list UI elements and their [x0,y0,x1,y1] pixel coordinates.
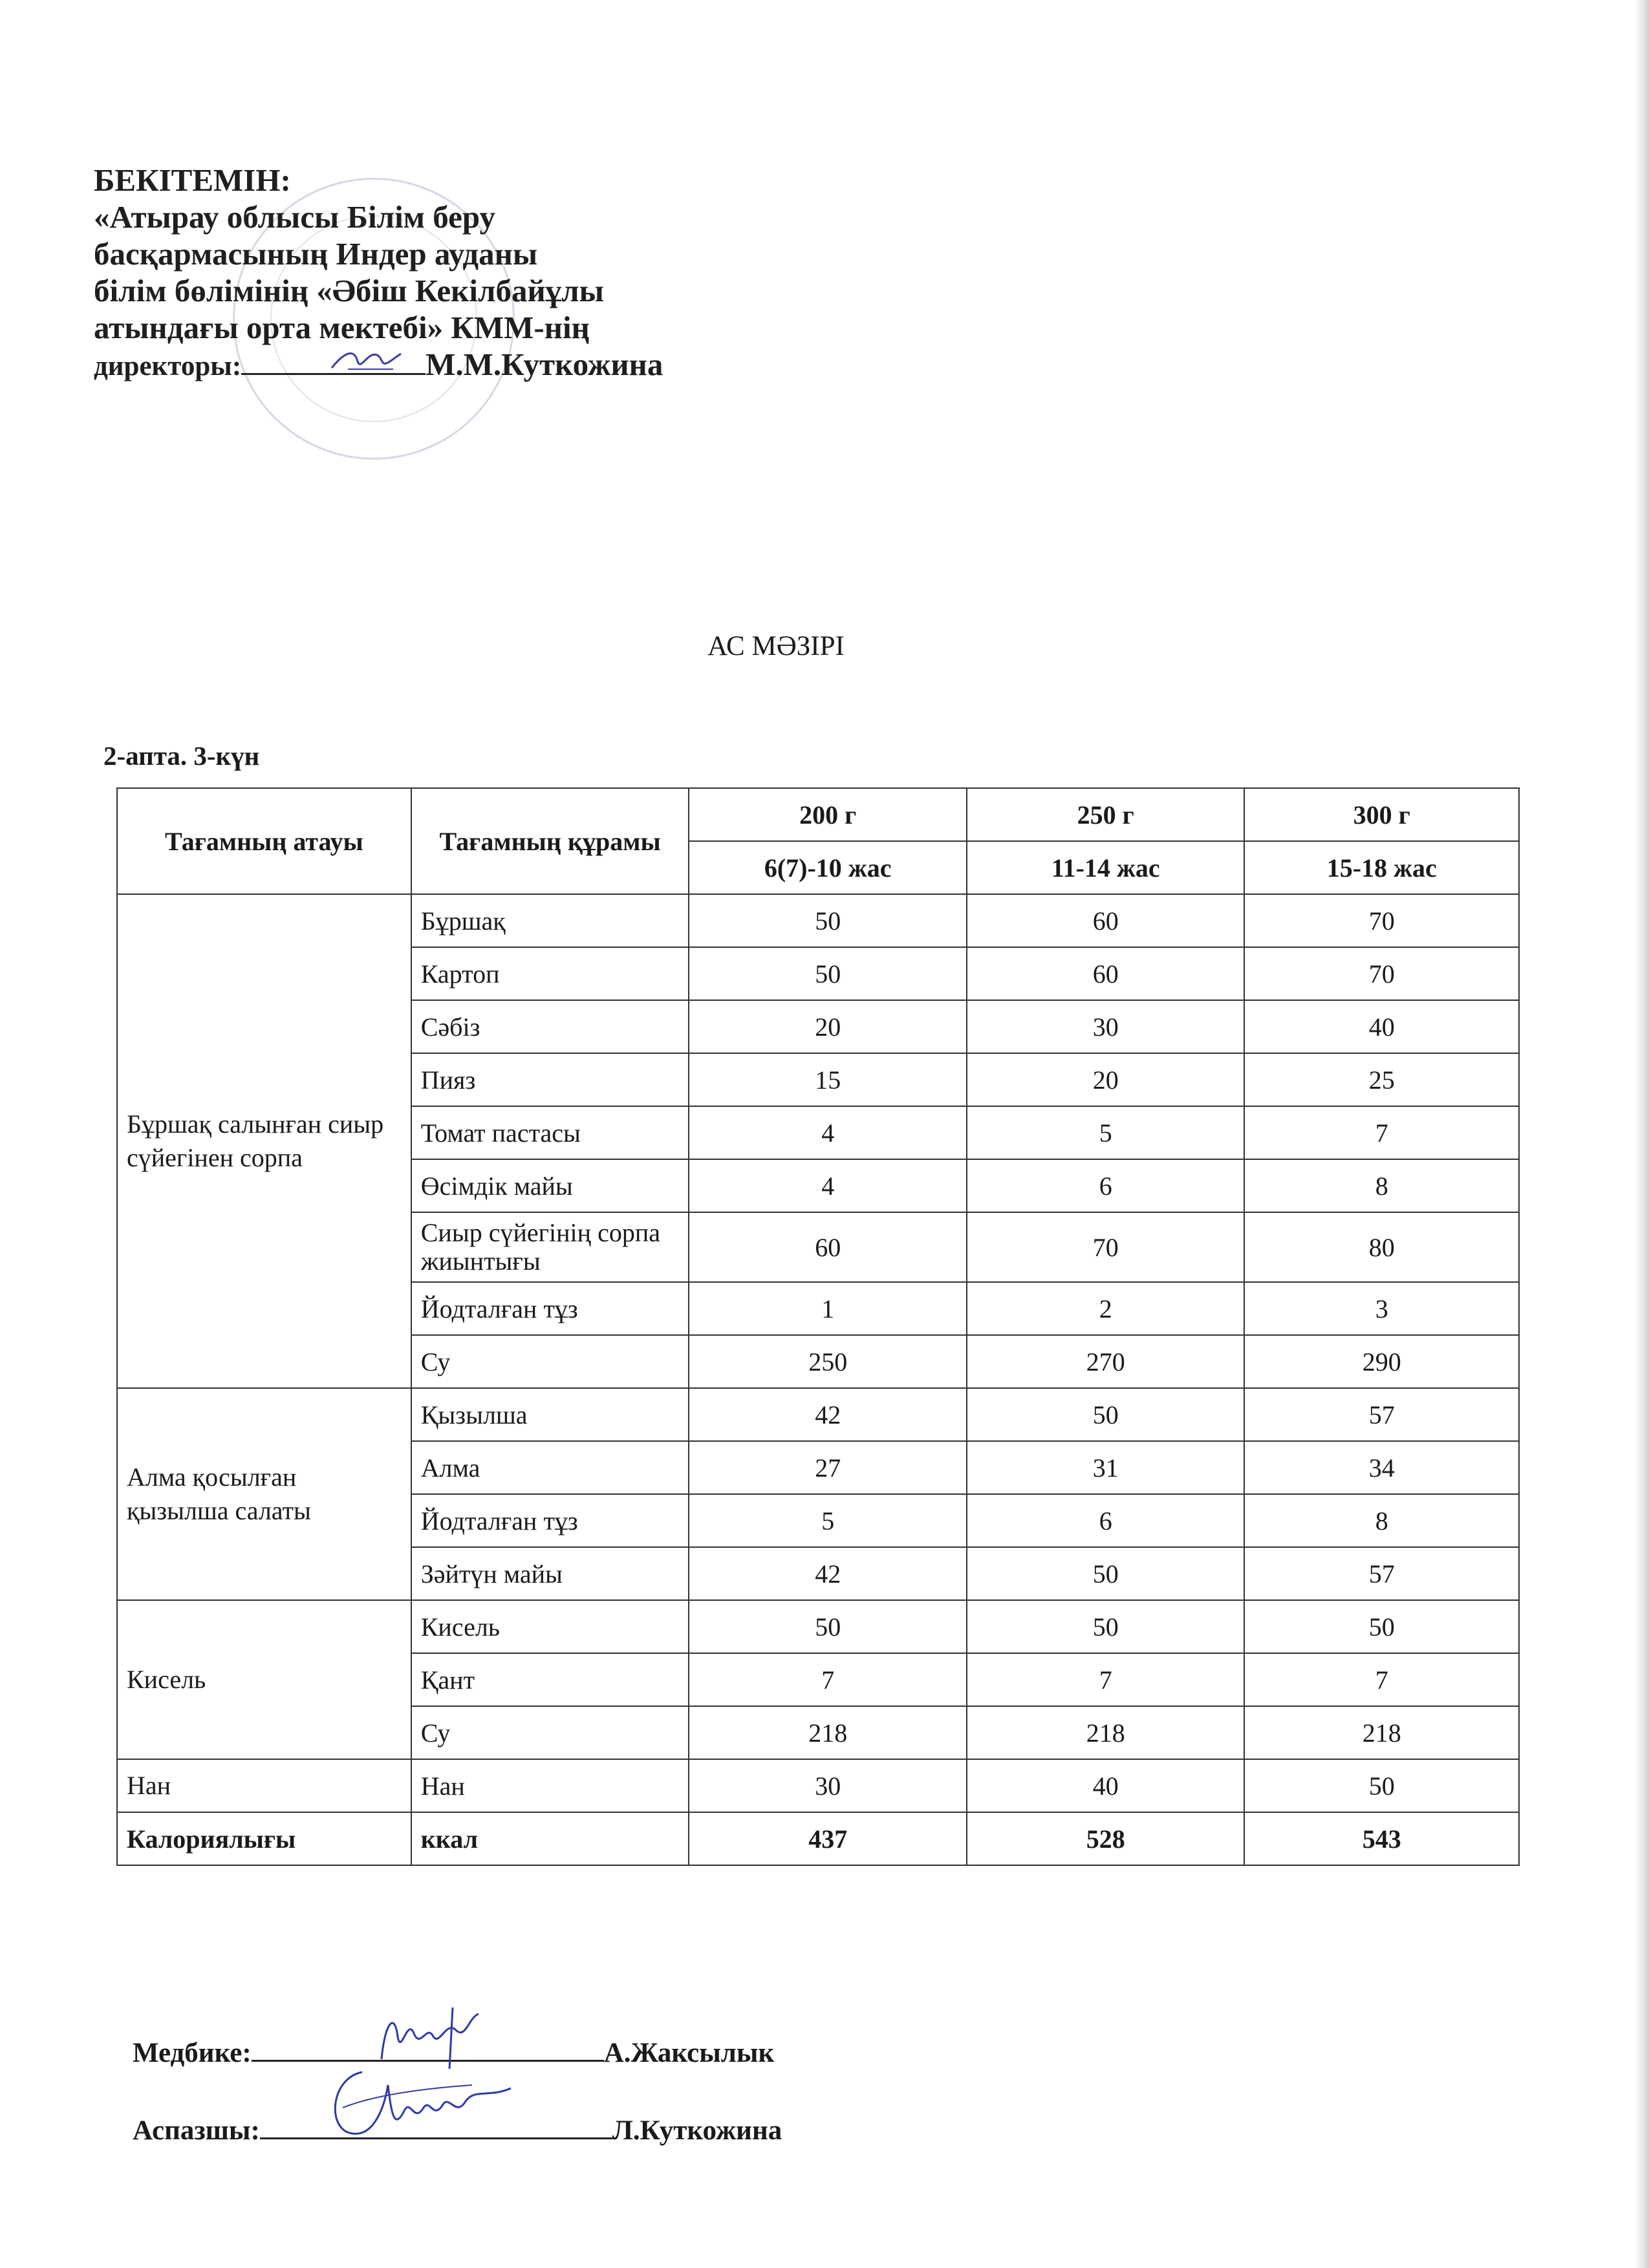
value-cell: 50 [689,1600,967,1653]
header-composition: Тағамның құрамы [411,788,689,894]
value-cell: 4 [689,1159,967,1212]
document-title: АС МӘЗІРІ [707,631,845,661]
value-cell: 57 [1244,1388,1519,1441]
value-cell: 218 [967,1706,1244,1759]
value-cell: 290 [1244,1335,1519,1388]
value-cell: 20 [967,1053,1244,1106]
table-row [117,1600,1519,1653]
value-cell: 70 [1244,894,1519,947]
value-cell: 70 [967,1212,1244,1282]
ingredient-name: Кисель [411,1600,689,1653]
value-cell: 42 [689,1547,967,1600]
value-cell: 15 [689,1053,967,1106]
value-cell: 60 [967,947,1244,1000]
ingredient-name: Сиыр сүйегінің сорпа жиынтығы [411,1212,689,1282]
calories-value: 528 [967,1812,1244,1865]
calories-value: 437 [689,1812,967,1865]
value-cell: 60 [689,1212,967,1282]
value-cell: 1 [689,1282,967,1335]
calories-unit: ккал [411,1812,689,1865]
value-cell: 5 [967,1106,1244,1159]
dish-name: Бұршақ салынған сиыр сүйегінен сорпа [117,894,411,1388]
header-portion-2: 250 г [967,788,1244,841]
value-cell: 40 [967,1759,1244,1812]
value-cell: 50 [1244,1600,1519,1653]
dish-name: Кисель [117,1600,411,1759]
value-cell: 4 [689,1106,967,1159]
dish-name: Алма қосылған қызылша салаты [117,1388,411,1600]
menu-table [116,787,1520,1866]
value-cell: 25 [1244,1053,1519,1106]
approval-heading: БЕКІТЕМІН: [94,162,291,198]
cook-name: Л.Куткожина [612,2115,782,2146]
header-age-1: 6(7)-10 жас [689,841,967,894]
value-cell: 250 [689,1335,967,1388]
ingredient-name: Томат пастасы [411,1106,689,1159]
value-cell: 40 [1244,1000,1519,1053]
header-age-3: 15-18 жас [1244,841,1519,894]
ingredient-name: Нан [411,1759,689,1812]
value-cell: 7 [1244,1106,1519,1159]
ingredient-name: Зәйтүн майы [411,1547,689,1600]
director-name: М.М.Куткожина [426,347,663,382]
nurse-name: А.Жаксылык [603,2038,775,2068]
value-cell: 57 [1244,1547,1519,1600]
director-label: директоры: [94,351,242,381]
value-cell: 50 [689,947,967,1000]
approval-line-1: «Атырау облысы Білім беру [94,199,496,235]
nurse-label: Медбике: [133,2038,252,2068]
ingredient-name: Алма [411,1441,689,1494]
calories-label: Калориялығы [117,1812,411,1865]
value-cell: 270 [967,1335,1244,1388]
dish-name: Нан [117,1759,411,1812]
ingredient-name: Қант [411,1653,689,1706]
value-cell: 20 [689,1000,967,1053]
value-cell: 8 [1244,1159,1519,1212]
ingredient-name: Өсімдік майы [411,1159,689,1212]
value-cell: 60 [967,894,1244,947]
value-cell: 50 [967,1388,1244,1441]
value-cell: 42 [689,1388,967,1441]
value-cell: 6 [967,1159,1244,1212]
value-cell: 34 [1244,1441,1519,1494]
director-signature [329,342,406,374]
ingredient-name: Сәбіз [411,1000,689,1053]
value-cell: 5 [689,1494,967,1547]
value-cell: 70 [1244,947,1519,1000]
table-row [117,1759,1519,1812]
ingredient-name: Йодталған тұз [411,1282,689,1335]
table-row [117,1388,1519,1441]
ingredient-name: Йодталған тұз [411,1494,689,1547]
value-cell: 7 [689,1653,967,1706]
value-cell: 50 [967,1600,1244,1653]
calories-value: 543 [1244,1812,1519,1865]
director-signature-line [241,350,426,375]
approval-block [94,162,740,385]
calories-row [117,1812,1519,1865]
approval-line-4: атындағы орта мектебі» КММ-нің [94,310,590,345]
header-age-2: 11-14 жас [967,841,1244,894]
ingredient-name: Су [411,1335,689,1388]
value-cell: 218 [1244,1706,1519,1759]
cook-signature [323,2059,517,2156]
value-cell: 6 [967,1494,1244,1547]
header-portion-3: 300 г [1244,788,1519,841]
header-dish-name: Тағамның атауы [117,788,411,894]
ingredient-name: Картоп [411,947,689,1000]
ingredient-name: Бұршақ [411,894,689,947]
value-cell: 50 [967,1547,1244,1600]
ingredient-name: Су [411,1706,689,1759]
approval-line-2: басқармасының Индер ауданы [94,236,538,272]
value-cell: 27 [689,1441,967,1494]
value-cell: 31 [967,1441,1244,1494]
header-portion-1: 200 г [689,788,967,841]
table-header-row [117,788,1519,841]
value-cell: 30 [967,1000,1244,1053]
approval-line-3: білім бөлімінің «Әбіш Кекілбайұлы [94,273,604,308]
value-cell: 30 [689,1759,967,1812]
ingredient-name: Пияз [411,1053,689,1106]
value-cell: 218 [689,1706,967,1759]
value-cell: 7 [967,1653,1244,1706]
value-cell: 2 [967,1282,1244,1335]
value-cell: 8 [1244,1494,1519,1547]
value-cell: 50 [1244,1759,1519,1812]
value-cell: 7 [1244,1653,1519,1706]
table-row [117,894,1519,947]
cook-label: Аспазшы: [133,2115,260,2146]
page-edge-shadow [1635,0,1649,2268]
ingredient-name: Қызылша [411,1388,689,1441]
value-cell: 80 [1244,1212,1519,1282]
value-cell: 50 [689,894,967,947]
week-day-label: 2-апта. 3-күн [103,741,260,771]
value-cell: 3 [1244,1282,1519,1335]
